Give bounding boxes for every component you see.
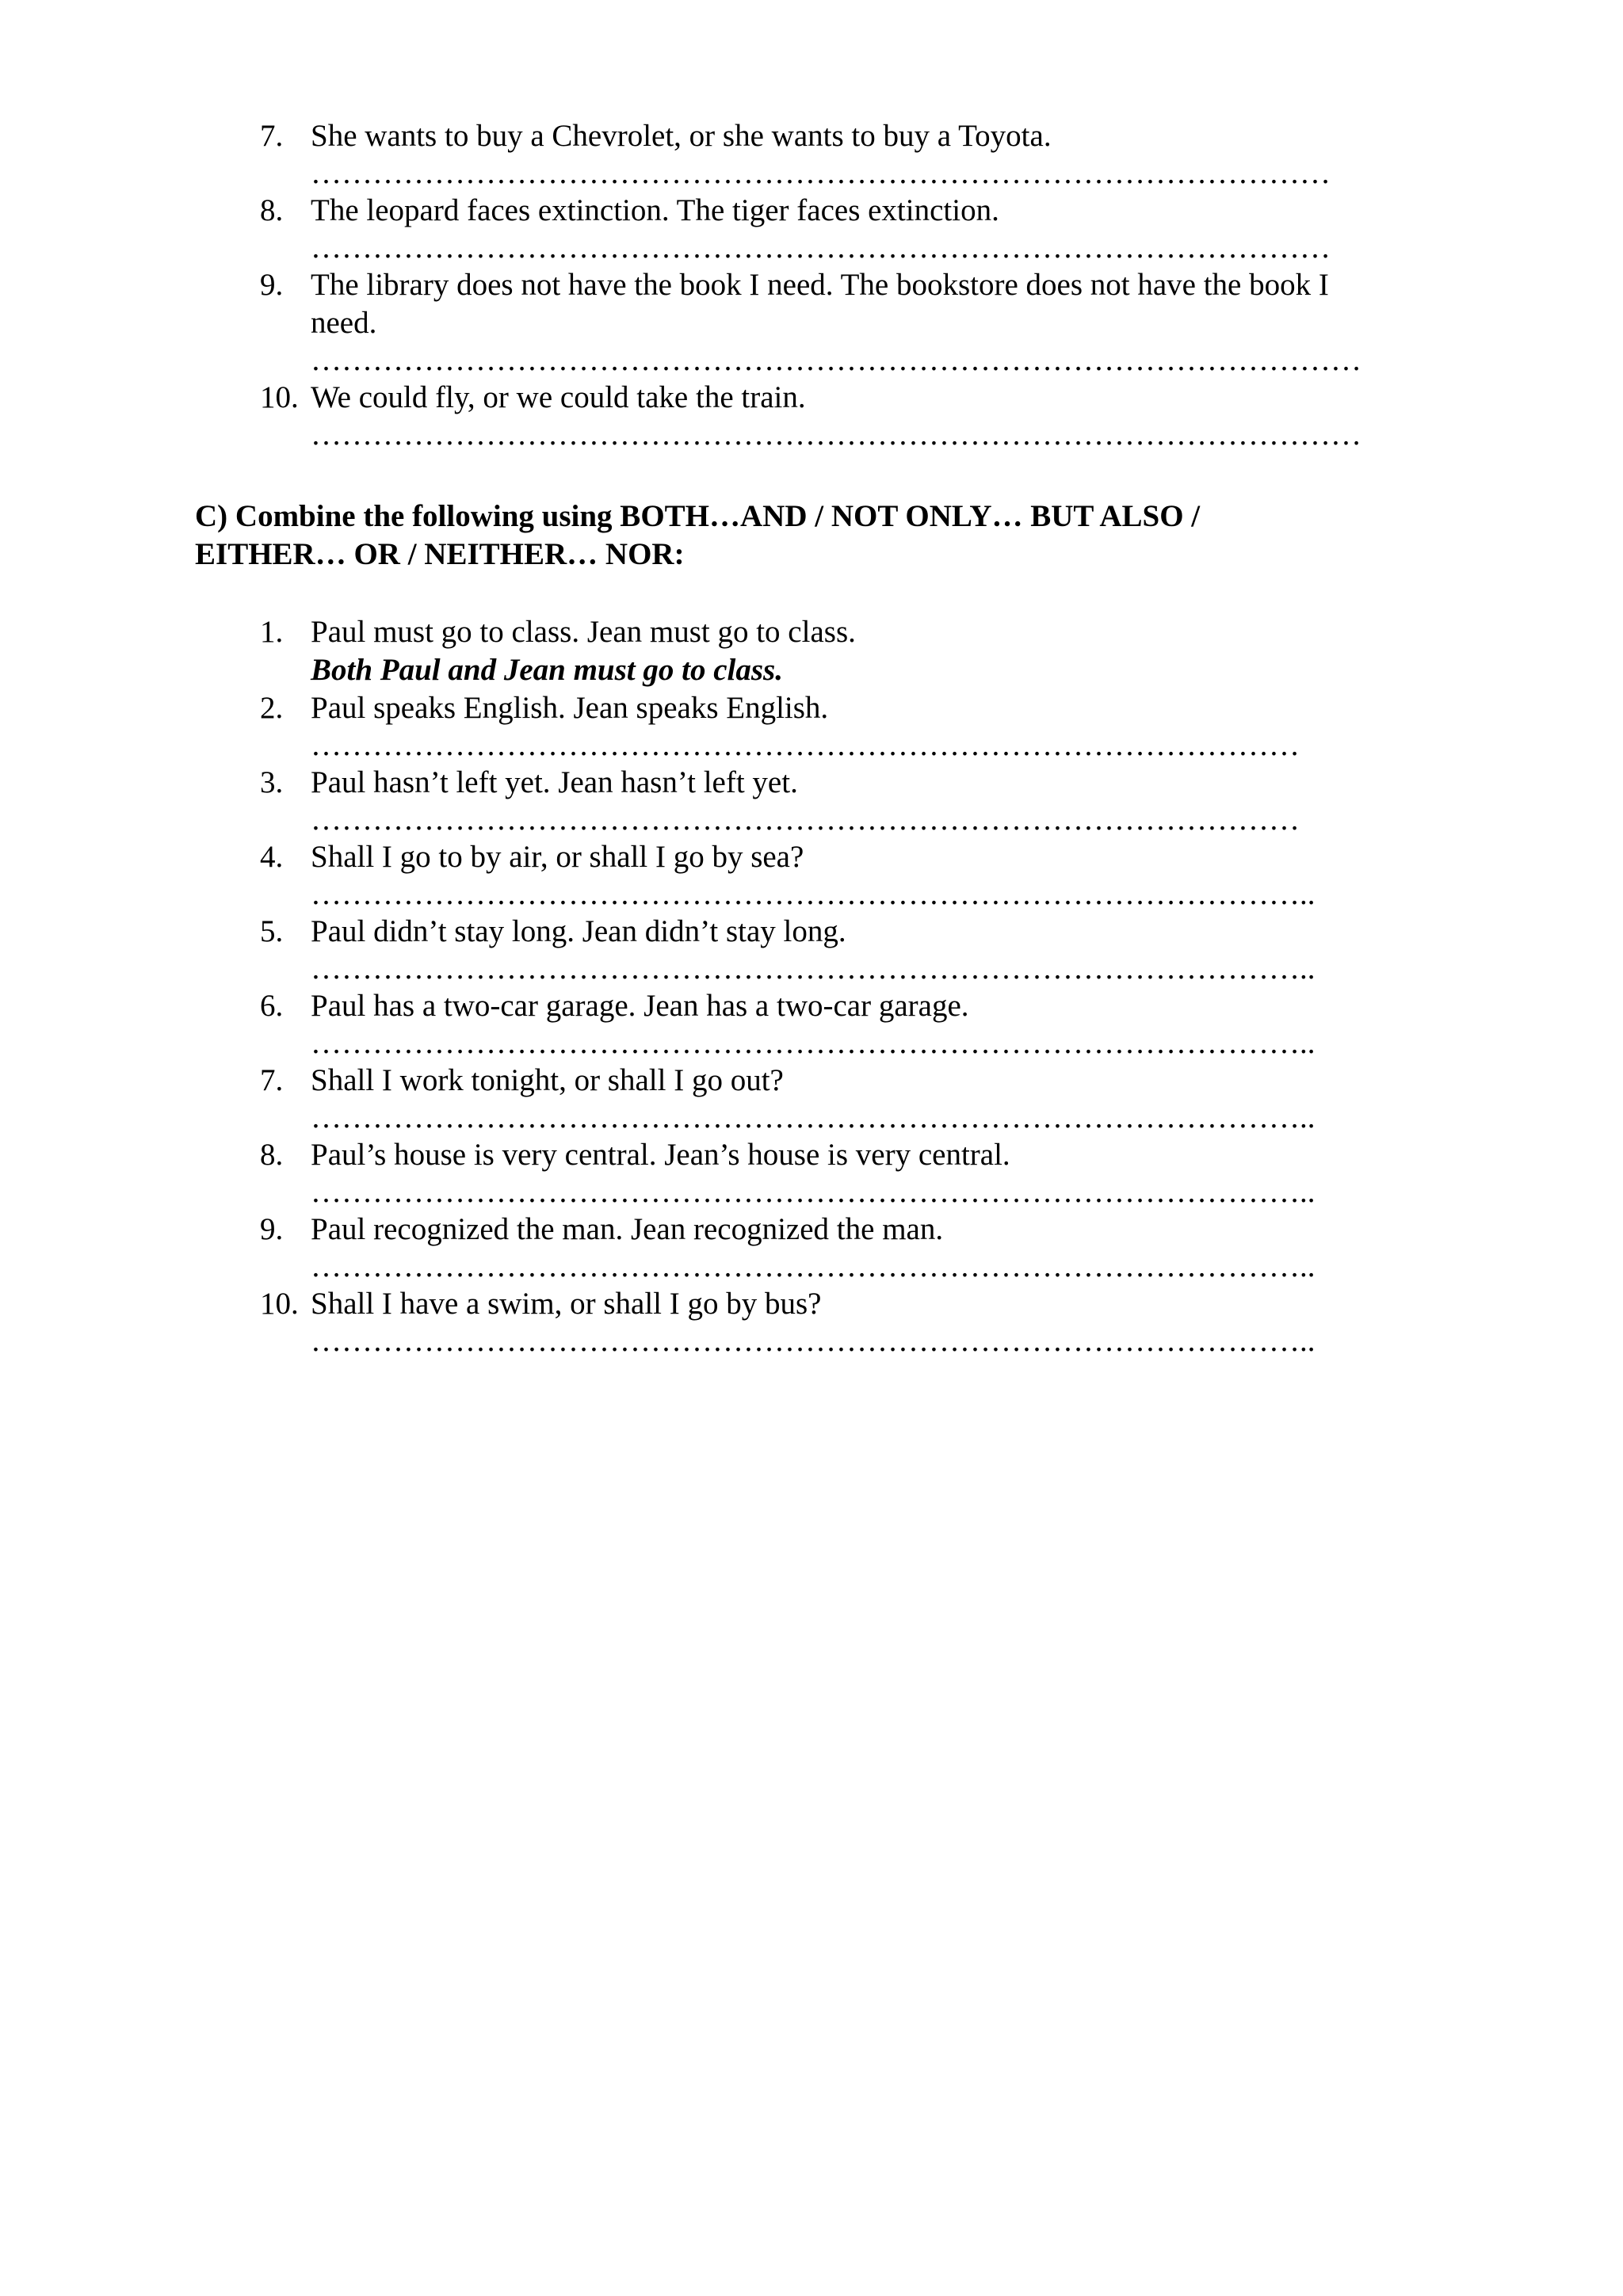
item-number: 1. [260, 615, 284, 649]
list-item [0, 379, 1623, 453]
item-number: 6. [260, 989, 284, 1023]
item-number: 8. [260, 193, 284, 227]
item-sentence: Paul must go to class. Jean must go to class. [311, 615, 856, 649]
item-sentence: Paul has a two-car garage. Jean has a two-car garage. [311, 989, 969, 1023]
list-item [0, 266, 1623, 379]
section-c-heading-line2: EITHER… OR / NEITHER… NOR: [195, 537, 685, 571]
answer-blank[interactable]: …………………………………………………………………………………….. [311, 1324, 1316, 1358]
answer-blank[interactable]: …………………………………………………………………………………….. [311, 1175, 1316, 1209]
item-sentence: The leopard faces extinction. The tiger faces extinction. [311, 193, 999, 227]
item-sentence: Shall I go to by air, or shall I go by sea? [311, 840, 804, 874]
list-item [0, 1211, 1623, 1285]
item-number: 9. [260, 1212, 284, 1246]
answer-blank[interactable]: ……………………………………………………………………………………… [311, 231, 1331, 265]
list-item [0, 838, 1623, 913]
item-number: 2. [260, 691, 284, 725]
item-sentence: Shall I work tonight, or shall I go out? [311, 1063, 784, 1097]
item-number: 8. [260, 1138, 284, 1172]
list-item [0, 1285, 1623, 1360]
item-number: 5. [260, 914, 284, 948]
list-item [0, 913, 1623, 987]
answer-blank[interactable]: …………………………………………………………………………………… [311, 803, 1300, 837]
item-number: 7. [260, 1063, 284, 1097]
list-item [0, 1136, 1623, 1211]
item-sentence: She wants to buy a Chevrolet, or she wants to buy a Toyota. [311, 119, 1052, 153]
list-item [0, 613, 1623, 689]
item-number: 10. [260, 1287, 299, 1321]
section-c-heading [195, 498, 1384, 574]
example-answer: Both Paul and Jean must go to class. [311, 653, 783, 687]
item-number: 4. [260, 840, 284, 874]
exercise-c-list [0, 613, 1623, 1360]
item-sentence: Paul recognized the man. Jean recognized the man. [311, 1212, 944, 1246]
section-c-heading-line1: C) Combine the following using BOTH…AND / NOT ONLY… BUT ALSO / [195, 499, 1201, 533]
item-number: 3. [260, 765, 284, 799]
list-item [0, 117, 1623, 192]
answer-blank[interactable]: ………………………………………………………………………………………… [311, 418, 1361, 452]
item-sentence: Paul hasn’t left yet. Jean hasn’t left yet. [311, 765, 798, 799]
item-sentence: We could fly, or we could take the train. [311, 380, 806, 414]
item-sentence: Paul speaks English. Jean speaks English. [311, 691, 829, 725]
answer-blank[interactable]: …………………………………………………………………………………… [311, 728, 1300, 762]
list-item [0, 987, 1623, 1062]
item-sentence: Shall I have a swim, or shall I go by bus? [311, 1287, 822, 1321]
answer-blank[interactable]: ………………………………………………………………………………………… [311, 343, 1361, 377]
answer-blank[interactable]: …………………………………………………………………………………….. [311, 1100, 1316, 1135]
answer-blank[interactable]: …………………………………………………………………………………….. [311, 952, 1316, 986]
answer-blank[interactable]: …………………………………………………………………………………….. [311, 1026, 1316, 1060]
list-item [0, 192, 1623, 266]
answer-blank[interactable]: ……………………………………………………………………………………… [311, 156, 1331, 190]
list-item [0, 689, 1623, 764]
item-sentence: Paul’s house is very central. Jean’s house is very central. [311, 1138, 1010, 1172]
item-number: 10. [260, 380, 299, 414]
answer-blank[interactable]: …………………………………………………………………………………….. [311, 1249, 1316, 1283]
answer-blank[interactable]: …………………………………………………………………………………….. [311, 877, 1316, 911]
item-number: 9. [260, 268, 284, 302]
item-sentence: Paul didn’t stay long. Jean didn’t stay long. [311, 914, 846, 948]
list-item [0, 764, 1623, 838]
item-number: 7. [260, 119, 284, 153]
exercise-b-list [0, 117, 1623, 453]
list-item [0, 1062, 1623, 1136]
item-sentence: The library does not have the book I need. The bookstore does not have the book I need. [311, 268, 1329, 340]
